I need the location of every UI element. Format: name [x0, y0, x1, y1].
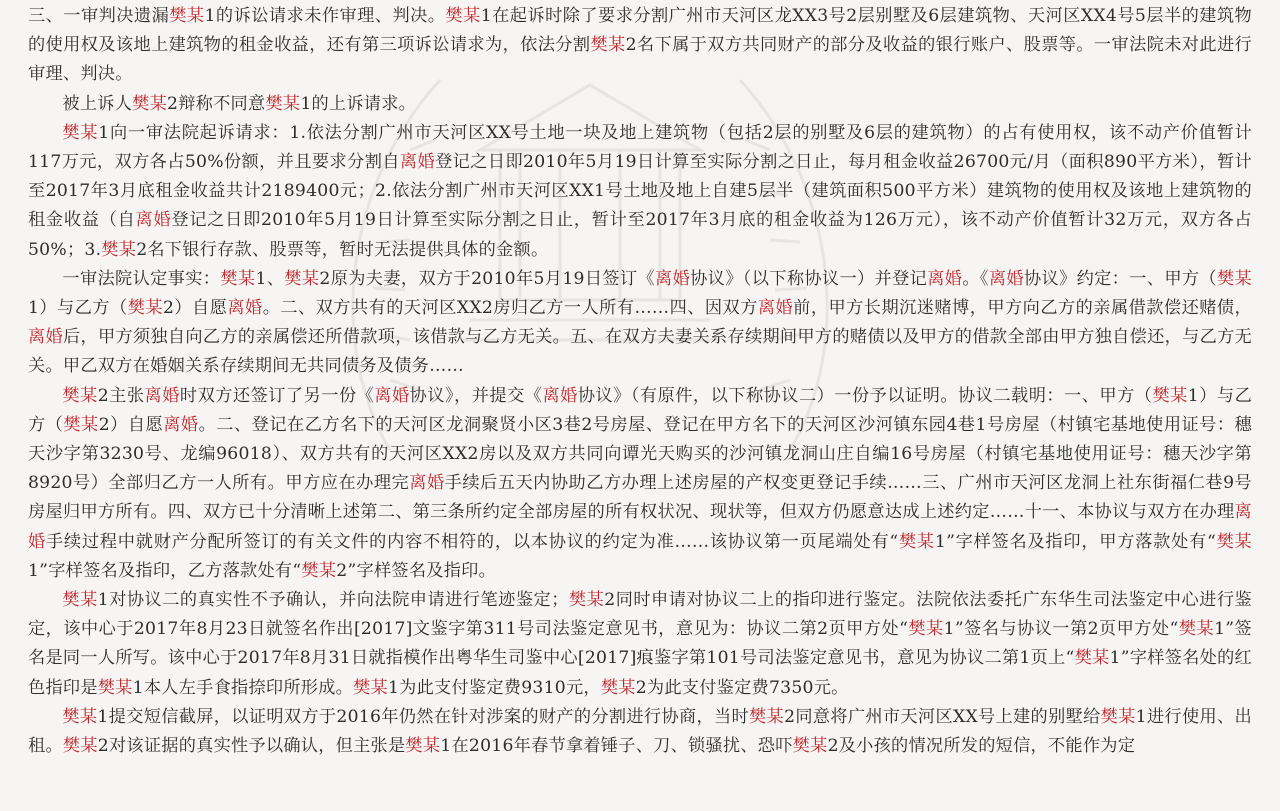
highlighted-keyword: 樊某 — [749, 706, 785, 727]
paragraph — [28, 90, 1252, 119]
highlighted-keyword: 樊某 — [1216, 268, 1252, 289]
text-segment: 2对该证据的真实性予以确认，但主张是 — [97, 736, 406, 757]
text-segment: 协议》（有原件，以下称协议二）一份予以证明。协议二载明：一、甲方（ — [577, 385, 1153, 406]
text-segment: 协议》（以下称协议一）并登记 — [690, 268, 928, 289]
highlighted-keyword: 樊某 — [62, 590, 98, 611]
text-segment: 2为此支付鉴定费7350元。 — [635, 677, 849, 698]
highlighted-keyword: 离婚 — [399, 152, 436, 173]
text-segment: 手续后五天内协助乙方办理上述房屋的产权变更登记手续……三、广州市天河区龙洞上社东街福仁巷9号房屋归甲方所有。四、双方已十分清晰上述第二、第三条所约定全部房屋的所有权状况、现状等，但双方仍愿意达成上述约定……十一、本协议与双方在办理 — [28, 473, 1252, 523]
text-segment: 1本人左手食指捺印所形成。 — [132, 677, 354, 698]
text-segment: 。二、双方共有的天河区XX2房归乙方一人所有……四、因双方 — [262, 298, 758, 319]
highlighted-keyword: 离婚 — [757, 298, 794, 319]
highlighted-keyword: 樊某 — [132, 93, 168, 114]
text-segment: 。二、登记在乙方名下的天河区龙洞聚贤小区3巷2号房屋、登记在甲方名下的天河区沙河镇东园4巷1号房屋（村镇宅基地使用证号：穗天沙字第3230号、龙编96018）、双方共有的天河区XX2房以及双方共同向谭光天购买的沙河镇龙洞山庄自编16号房屋（村镇宅基地使用证号：穗天沙字第8920号）全部归乙方一人所有。甲方应在办理完 — [28, 414, 1252, 494]
text-segment: 2同意将广州市天河区XX号上建的别墅给 — [784, 706, 1101, 727]
highlighted-keyword: 樊某 — [590, 35, 626, 56]
text-segment: 三、一审判决遗漏 — [28, 6, 170, 26]
text-segment: 1提交短信截屏，以证明双方于2016年仍然在针对涉案的财产的分割进行协商，当时 — [97, 706, 750, 727]
highlighted-keyword: 樊某 — [1074, 648, 1110, 669]
text-segment: 1”签名是同一人所写。该中心于2017年8月31日就指模作出粤华生司鉴中心[2017]痕鉴字第101号司法鉴定意见书，意见为协议二第1页上“ — [28, 619, 1252, 669]
text-segment: 2原为夫妻，双方于2010年5月19日签订《 — [319, 268, 656, 289]
highlighted-keyword: 樊某 — [62, 706, 98, 727]
paragraph — [28, 2, 1252, 90]
text-segment: 手续过程中就财产分配所签订的有关文件的内容不相符的，以本协议的约定为准……该协议第一页尾端处有“ — [45, 531, 899, 552]
highlighted-keyword: 樊某 — [265, 93, 301, 114]
highlighted-keyword: 樊某 — [62, 736, 98, 757]
text-segment: 1对协议二的真实性不予确认，并向法院申请进行笔迹鉴定； — [97, 590, 569, 611]
text-segment: 2名下属于双方共同财产的部分及收益的银行账户、股票等。一审法院未对此进行审理、判决。 — [28, 35, 1252, 85]
highlighted-keyword: 樊某 — [169, 6, 205, 26]
highlighted-keyword: 樊某 — [62, 385, 98, 406]
highlighted-keyword: 离婚 — [227, 298, 263, 319]
text-segment: 2）自愿 — [163, 298, 228, 319]
highlighted-keyword: 樊某 — [284, 268, 320, 289]
highlighted-keyword: 樊某 — [1152, 385, 1188, 406]
text-segment: 1、 — [255, 268, 285, 289]
text-segment: 1”字样签名处的红色指印是 — [28, 648, 1252, 698]
text-segment: 1在2016年春节拿着锤子、刀、锁骚扰、恐吓 — [440, 736, 793, 757]
text-segment: 1的上诉请求。 — [300, 93, 417, 114]
highlighted-keyword: 樊某 — [62, 122, 99, 143]
highlighted-keyword: 离婚 — [135, 210, 172, 231]
text-segment: 2）自愿 — [98, 414, 164, 435]
text-segment: 一审法院认定事实： — [62, 268, 221, 289]
highlighted-keyword: 樊某 — [1178, 619, 1215, 640]
highlighted-keyword: 离婚 — [28, 327, 63, 348]
highlighted-keyword: 离婚 — [655, 268, 691, 289]
highlighted-keyword: 樊某 — [127, 298, 163, 319]
text-segment: 2主张 — [97, 385, 145, 406]
text-segment: 时双方还签订了另一份《 — [179, 385, 375, 406]
text-segment: 1进行使用、出租。 — [28, 706, 1252, 757]
highlighted-keyword: 离婚 — [927, 268, 963, 289]
text-segment: 前，甲方长期沉迷赌博，甲方向乙方的亲属借款偿还赌债， — [793, 298, 1252, 319]
highlighted-keyword: 离婚 — [144, 385, 180, 406]
text-segment: 2及小孩的情况所发的短信，不能作为定 — [827, 736, 1136, 757]
highlighted-keyword: 离婚 — [988, 268, 1024, 289]
text-segment: 登记之日即2010年5月19日计算至实际分割之日止，每月租金收益26700元/月（面积890平方米），暂计至2017年3月底租金收益共计2189400元；2.依法分割广州市天河区XX1号土地及地上自建5层半（建筑面积500平方米）建筑物的使用权及该地上建筑物的租金收益（自 — [28, 152, 1252, 231]
text-segment: 1”字样签名及指印，乙方落款处有“ — [28, 560, 302, 581]
highlighted-keyword: 离婚 — [542, 385, 578, 406]
highlighted-keyword: 樊某 — [97, 677, 133, 698]
text-segment: 协议》约定：一、甲方（ — [1023, 268, 1217, 289]
text-segment: 1）与乙方（ — [28, 385, 1253, 435]
paragraph — [28, 703, 1252, 761]
highlighted-keyword: 离婚 — [28, 502, 1252, 552]
text-segment: 2”字样签名及指印。 — [336, 560, 497, 581]
highlighted-keyword: 樊某 — [1216, 531, 1252, 552]
highlighted-keyword: 离婚 — [163, 414, 199, 435]
highlighted-keyword: 樊某 — [353, 677, 388, 698]
highlighted-keyword: 樊某 — [101, 239, 137, 260]
highlighted-keyword: 樊某 — [301, 560, 337, 581]
text-segment: 2同时申请对协议二上的指印进行鉴定。法院依法委托广东华生司法鉴定中心进行鉴定，该中心于2017年8月23日就签名作出[2017]文鉴字第311号司法鉴定意见书，意见为：协议二第2页甲方处“ — [28, 590, 1252, 640]
paragraph — [28, 586, 1252, 703]
text-segment: 。《 — [962, 268, 989, 289]
highlighted-keyword: 樊某 — [405, 736, 441, 757]
highlighted-keyword: 樊某 — [600, 677, 636, 698]
highlighted-keyword: 樊某 — [568, 590, 605, 611]
highlighted-keyword: 樊某 — [792, 736, 828, 757]
text-segment: 1的诉讼请求未作审理、判决。 — [204, 6, 446, 26]
paragraph — [28, 382, 1252, 586]
text-segment: 1”字样签名及指印，甲方落款处有“ — [934, 531, 1217, 552]
highlighted-keyword: 樊某 — [220, 268, 256, 289]
highlighted-keyword: 樊某 — [908, 619, 944, 640]
text-segment: 2名下银行存款、股票等，暂时无法提供具体的金额。 — [136, 239, 549, 260]
highlighted-keyword: 樊某 — [1100, 706, 1136, 727]
text-segment: 1在起诉时除了要求分割广州市天河区龙XX3号2层别墅及6层建筑物、天河区XX4号5层半的建筑物的使用权及该地上建筑物的租金收益，还有第三项诉讼请求为，依法分割 — [28, 6, 1252, 56]
text-segment: 2辩称不同意 — [167, 93, 266, 114]
highlighted-keyword: 樊某 — [63, 414, 99, 435]
highlighted-keyword: 离婚 — [409, 473, 445, 494]
text-segment: 后，甲方须独自向乙方的亲属偿还所借款项，该借款与乙方无关。五、在双方夫妻关系存续期间甲方的赌债以及甲方的借款全部由甲方独自偿还，与乙方无关。甲乙双方在婚姻关系存续期间无共同债务及债务…… — [28, 327, 1252, 377]
text-segment: 登记之日即2010年5月19日计算至实际分割之日止，暂计至2017年3月底的租金收益为126万元），该不动产价值暂计32万元，双方各占50%；3. — [28, 210, 1252, 260]
highlighted-keyword: 离婚 — [374, 385, 410, 406]
text-segment: 被上诉人 — [62, 93, 133, 114]
text-segment: 1”签名与协议一第2页甲方处“ — [943, 619, 1179, 640]
text-segment: 1）与乙方（ — [28, 298, 128, 319]
highlighted-keyword: 樊某 — [445, 6, 481, 26]
text-segment: 1向一审法院起诉请求：1.依法分割广州市天河区XX号土地一块及地上建筑物（包括2层的别墅及6层的建筑物）的占有使用权，该不动产价值暂计117万元，双方各占50%份额，并且要求分割自 — [28, 122, 1252, 173]
highlighted-keyword: 樊某 — [898, 531, 935, 552]
text-segment: 协议》，并提交《 — [409, 385, 543, 406]
paragraph — [28, 265, 1252, 382]
paragraph — [28, 119, 1252, 265]
text-segment: 1为此支付鉴定费9310元， — [387, 677, 601, 698]
